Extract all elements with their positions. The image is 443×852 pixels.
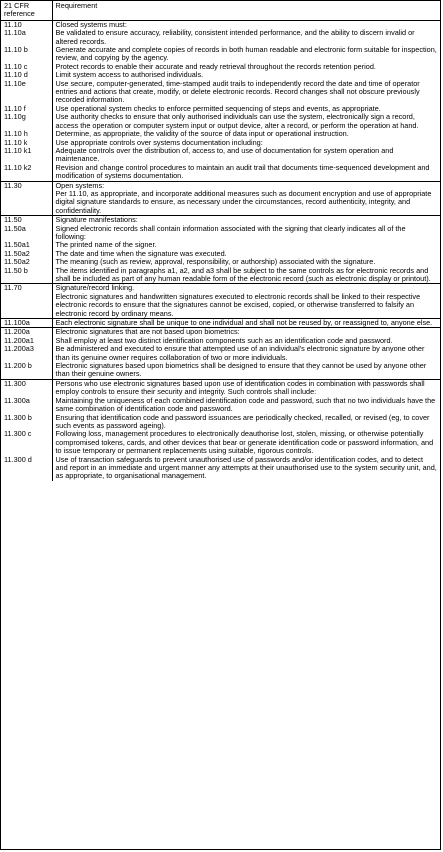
- table-row: [1, 147, 440, 164]
- cfr-reference-cell: 11.10 c: [1, 63, 52, 71]
- cfr-reference-cell: 11.50: [1, 216, 52, 225]
- header-requirement: Requirement: [52, 1, 440, 20]
- table-row: [1, 181, 440, 216]
- cfr-reference-cell: 11.100a: [1, 319, 52, 328]
- table-row: [1, 397, 440, 414]
- requirement-text: Shall employ at least two distinct identification components such as an identification code and password.: [55, 335, 393, 345]
- table-row: [1, 379, 440, 396]
- cfr-reference-cell: 11.300: [1, 379, 52, 396]
- requirement-text: Use operational system checks to enforce permitted sequencing of steps and events, as appropriate.: [55, 103, 381, 113]
- requirement-text: Maintaining the uniqueness of each combined identification code and password, such that no two individuals have the same combination of identification code and password.: [55, 395, 436, 414]
- cfr-reference-cell: 11.50a1: [1, 241, 52, 249]
- cfr-reference-cell: 11.10 k1: [1, 147, 52, 164]
- requirement-text: Generate accurate and complete copies of records in both human readable and electronic form suitable for inspection, review, and copying by the agency.: [55, 45, 437, 63]
- table-header: [1, 1, 440, 20]
- requirement-text: Determine, as appropriate, the validity of the source of data input or operational instruction.: [55, 129, 349, 139]
- header-cfr-reference: 21 CFR reference: [1, 1, 52, 20]
- requirement-text: Closed systems must:: [55, 19, 127, 29]
- cfr-reference-cell: 11.300a: [1, 397, 52, 414]
- requirement-text: Use authority checks to ensure that only authorised individuals can use the system, electronically sign a record, access the operation or computer system input or output device, alter a record, or perform the operation at hand.: [55, 112, 419, 130]
- requirement-text: Following loss, management procedures to electronically deauthorise lost, stolen, missing, or otherwise potentially compromised tokens, cards, and other devices that bear or generate identification code or password information, and to issue temporary or permanent replacements using suitable, rigorous controls.: [55, 429, 434, 456]
- requirement-text: The items identified in paragraphs a1, a2, and a3 shall be subject to the same controls as for electronic records and shall be included as part of any human readable form of the electronic record (such as electronic display or printout).: [55, 265, 431, 283]
- requirement-text: Persons who use electronic signatures based upon use of identification codes in combination with passwords shall employ controls to ensure their security and integrity. Such controls shall include:: [55, 378, 425, 397]
- requirement-subtext: Per 11.10, as appropriate, and incorporate additional measures such as document encryption and use of appropriate digital signature standards to ensure, as necessary under the circumstances, record authenticity, integrity, and confidentiality.: [55, 188, 432, 215]
- requirement-cell: [52, 46, 440, 63]
- requirement-text: Signed electronic records shall contain information associated with the signing that clearly indicates all of the following:: [55, 223, 406, 241]
- requirement-text: The meaning (such as review, approval, responsibility, or authorship) associated with the signature.: [55, 257, 376, 267]
- cfr-reference-cell: 11.70: [1, 284, 52, 319]
- requirement-cell: [52, 397, 440, 414]
- cfr-reference-cell: 11.50a: [1, 225, 52, 242]
- requirement-text: Electronic signatures that are not based upon biometrics:: [55, 327, 240, 337]
- requirement-cell: [52, 379, 440, 396]
- cfr-reference-cell: 11.10g: [1, 113, 52, 130]
- cfr-reference-cell: 11.300 c: [1, 430, 52, 455]
- requirement-cell: [52, 430, 440, 455]
- requirement-cell: [52, 225, 440, 242]
- cfr-reference-cell: 11.50a2: [1, 250, 52, 258]
- cfr-reference-cell: 11.10 h: [1, 130, 52, 138]
- cfr-reference-cell: 11.10: [1, 20, 52, 29]
- table-row: [1, 267, 440, 284]
- requirement-text: Be validated to ensure accuracy, reliability, consistent intended performance, and the ability to discern invalid or altered records.: [55, 28, 415, 46]
- requirement-cell: [52, 267, 440, 284]
- requirement-subtext: Electronic signatures and handwritten signatures executed to electronic records shall be linked to their respective electronic records to ensure that the signatures cannot be excised, copied, or otherwise transferred to falsify an electronic record by ordinary means.: [55, 291, 421, 318]
- requirement-text: Use of transaction safeguards to prevent unauthorised use of passwords and/or identification codes, and to detect and report in an immediate and urgent manner any attempts at their unauthorised use to the system security unit, and, as appropriate, to organisational management.: [55, 454, 437, 481]
- table-row: [1, 113, 440, 130]
- cfr-reference-cell: 11.10e: [1, 80, 52, 105]
- cfr-reference-cell: 11.200a3: [1, 345, 52, 362]
- cfr-reference-cell: 11.50a2: [1, 258, 52, 266]
- cfr-requirements-table: [1, 1, 440, 481]
- table-row: [1, 414, 440, 431]
- requirement-text: The printed name of the signer.: [55, 240, 157, 250]
- table-row: [1, 80, 440, 105]
- cfr-reference-cell: 11.10 k2: [1, 164, 52, 181]
- cfr-reference-cell: 11.10 d: [1, 71, 52, 79]
- cfr-reference-cell: 11.300 b: [1, 414, 52, 431]
- requirement-cell: [52, 284, 440, 319]
- table-row: [1, 46, 440, 63]
- table-row: [1, 284, 440, 319]
- table-row: [1, 456, 440, 481]
- requirement-cell: [52, 164, 440, 181]
- requirement-cell: [52, 362, 440, 379]
- cfr-reference-cell: 11.10 k: [1, 139, 52, 147]
- cfr-reference-cell: 11.200a: [1, 328, 52, 337]
- table-row: [1, 225, 440, 242]
- requirement-text: Signature/record linking.: [55, 283, 135, 293]
- cfr-reference-cell: 11.10 f: [1, 105, 52, 113]
- requirement-cell: [52, 181, 440, 216]
- requirement-text: Adequate controls over the distribution of, access to, and use of documentation for system operation and maintenance.: [55, 145, 394, 164]
- requirement-text: Protect records to enable their accurate and ready retrieval throughout the records retention period.: [55, 61, 376, 71]
- requirement-cell: [52, 345, 440, 362]
- requirement-text: Each electronic signature shall be unique to one individual and shall not be reused by, or reassigned to, anyone else.: [55, 318, 433, 328]
- requirement-cell: [52, 113, 440, 130]
- table-body: [1, 20, 440, 480]
- requirement-text: Use appropriate controls over systems documentation including:: [55, 137, 263, 147]
- requirement-text: Ensuring that identification code and password issuances are periodically checked, recalled, or revised (eg, to cover such events as password ageing).: [55, 412, 430, 430]
- requirement-text: Open systems:: [55, 180, 105, 190]
- requirement-cell: [52, 80, 440, 105]
- table-row: [1, 345, 440, 362]
- table-row: [1, 430, 440, 455]
- cfr-reference-cell: 11.200 b: [1, 362, 52, 379]
- requirement-text: Signature manifestations:: [55, 215, 138, 225]
- requirement-text: Limit system access to authorised individuals.: [55, 70, 204, 80]
- cfr-reference-cell: 11.50 b: [1, 267, 52, 284]
- requirement-cell: [52, 147, 440, 164]
- table-row: [1, 362, 440, 379]
- cfr-reference-cell: 11.300 d: [1, 456, 52, 481]
- requirement-cell: [52, 456, 440, 481]
- requirement-text: Be administered and executed to ensure that attempted use of an individual's electronic signature by anyone other than its genuine owner requires collaboration of two or more individuals.: [55, 344, 425, 362]
- header-row: [1, 1, 440, 20]
- requirement-cell: [52, 29, 440, 46]
- cfr-reference-cell: 11.200a1: [1, 337, 52, 345]
- cfr-reference-cell: 11.10a: [1, 29, 52, 46]
- table-row: [1, 164, 440, 181]
- requirement-cell: [52, 414, 440, 431]
- requirement-text: Revision and change control procedures to maintain an audit trail that documents time-sequenced development and modification of systems documentation.: [55, 162, 430, 181]
- cfr-reference-cell: 11.10 b: [1, 46, 52, 63]
- requirement-text: The date and time when the signature was executed.: [55, 248, 227, 258]
- requirement-text: Electronic signatures based upon biometrics shall be designed to ensure that they cannot be used by anyone other than their genuine owners.: [55, 361, 427, 379]
- cfr-reference-cell: 11.30: [1, 181, 52, 216]
- table-row: [1, 29, 440, 46]
- requirement-text: Use secure, computer-generated, time-stamped audit trails to independently record the date and time of operator entries and actions that create, modify, or delete electronic records. Record changes shall not obscure previously recorded information.: [55, 78, 420, 105]
